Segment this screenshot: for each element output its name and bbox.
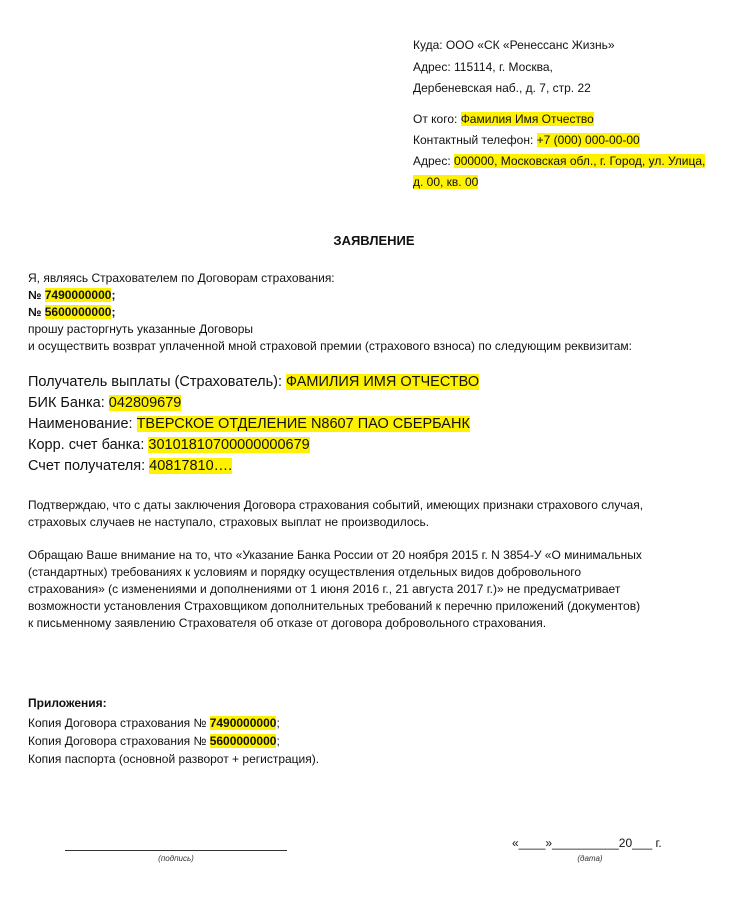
contract-1-number: 7490000000 <box>44 288 112 302</box>
recipient-address-line-1: Адрес: 115114, г. Москва, <box>413 60 553 74</box>
sender-address-value-1: 000000, Московская обл., г. Город, ул. Улица, <box>454 154 706 168</box>
from-line <box>413 111 594 128</box>
recipient-value: ФАМИЛИЯ ИМЯ ОТЧЕСТВО <box>286 374 480 390</box>
confirmation-line-1: Подтверждаю, что с даты заключения Договора страхования событий, имеющих признаки страхового случая, <box>28 498 644 512</box>
contract-1-prefix: № <box>28 288 45 302</box>
contract-1-line <box>28 287 115 304</box>
sender-address-line-2 <box>413 174 478 191</box>
notice-line-2: (стандартных) требованиях к условиям и порядку осуществления отдельных видов добровольного <box>28 565 582 579</box>
recipient-address-line-2: Дербеневская наб., д. 7, стр. 22 <box>413 81 591 95</box>
attachment-1-number: 7490000000 <box>209 716 277 730</box>
attachment-item-2 <box>28 733 280 750</box>
corr-account-label: Корр. счет банка: <box>28 437 149 453</box>
bank-name-row <box>28 414 470 435</box>
attachment-item-3: Копия паспорта (основной разворот + регистрация). <box>28 752 320 766</box>
contract-2-line <box>28 304 115 321</box>
signature-line <box>65 850 287 851</box>
notice-line-3: страхования» (с изменениями и дополнениями от 1 июня 2016 г., 21 августа 2017 г.)» не предусматривает <box>28 582 621 596</box>
intro-line-1: Я, являясь Страхователем по Договорам страхования: <box>28 271 335 285</box>
sender-address-value-2: д. 00, кв. 00 <box>413 175 479 189</box>
contract-2-number: 5600000000 <box>44 305 112 319</box>
recipient-row <box>28 372 479 393</box>
account-value: 40817810…. <box>149 458 233 474</box>
contract-2-prefix: № <box>28 305 45 319</box>
attachment-1-suffix: ; <box>276 716 280 730</box>
from-label: От кого: <box>413 112 461 126</box>
attachment-item-1 <box>28 715 280 732</box>
sender-address-line-1 <box>413 153 705 170</box>
account-row <box>28 456 232 477</box>
bank-name-value: ТВЕРСКОЕ ОТДЕЛЕНИЕ N8607 ПАО СБЕРБАНК <box>136 416 470 432</box>
attachment-2-suffix: ; <box>276 734 280 748</box>
attachments-heading: Приложения: <box>28 696 107 710</box>
attachment-2-number: 5600000000 <box>209 734 277 748</box>
bik-row <box>28 393 181 414</box>
attachment-1-text: Копия Договора страхования № <box>28 716 210 730</box>
date-caption: (дата) <box>577 854 603 863</box>
corr-account-row <box>28 435 310 456</box>
phone-line <box>413 132 640 149</box>
from-value: Фамилия Имя Отчество <box>460 112 594 126</box>
phone-label: Контактный телефон: <box>413 133 537 147</box>
notice-line-5: к письменному заявлению Страхователя об отказе от договора добровольного страхования. <box>28 616 547 630</box>
corr-account-value: 30101810700000000679 <box>148 437 310 453</box>
intro-line-4: прошу расторгнуть указанные Договоры <box>28 322 253 336</box>
to-line: Куда: ООО «СК «Ренессанс Жизнь» <box>413 38 615 52</box>
date-field: «____»__________20___ г. <box>512 836 662 850</box>
bik-label: БИК Банка: <box>28 395 109 411</box>
bank-name-label: Наименование: <box>28 416 137 432</box>
phone-value: +7 (000) 000-00-00 <box>536 133 640 147</box>
contract-2-suffix: ; <box>111 305 116 319</box>
document-title: ЗАЯВЛЕНИЕ <box>333 233 415 248</box>
attachment-2-text: Копия Договора страхования № <box>28 734 210 748</box>
recipient-label: Получатель выплаты (Страхователь): <box>28 374 287 390</box>
account-label: Счет получателя: <box>28 458 150 474</box>
notice-line-1: Обращаю Ваше внимание на то, что «Указание Банка России от 20 ноября 2015 г. N 3854-У «О минимальных <box>28 548 642 562</box>
contract-1-suffix: ; <box>111 288 116 302</box>
notice-line-4: возможности установления Страховщиком дополнительных требований к перечню приложений (документов) <box>28 599 641 613</box>
signature-caption: (подпись) <box>158 854 194 863</box>
sender-address-label: Адрес: <box>413 154 455 168</box>
bik-value: 042809679 <box>108 395 182 411</box>
intro-line-5: и осуществить возврат уплаченной мной страховой премии (страхового взноса) по следующим реквизитам: <box>28 339 632 353</box>
confirmation-line-2: страховых случаев не наступало, страховых выплат не производилось. <box>28 515 430 529</box>
